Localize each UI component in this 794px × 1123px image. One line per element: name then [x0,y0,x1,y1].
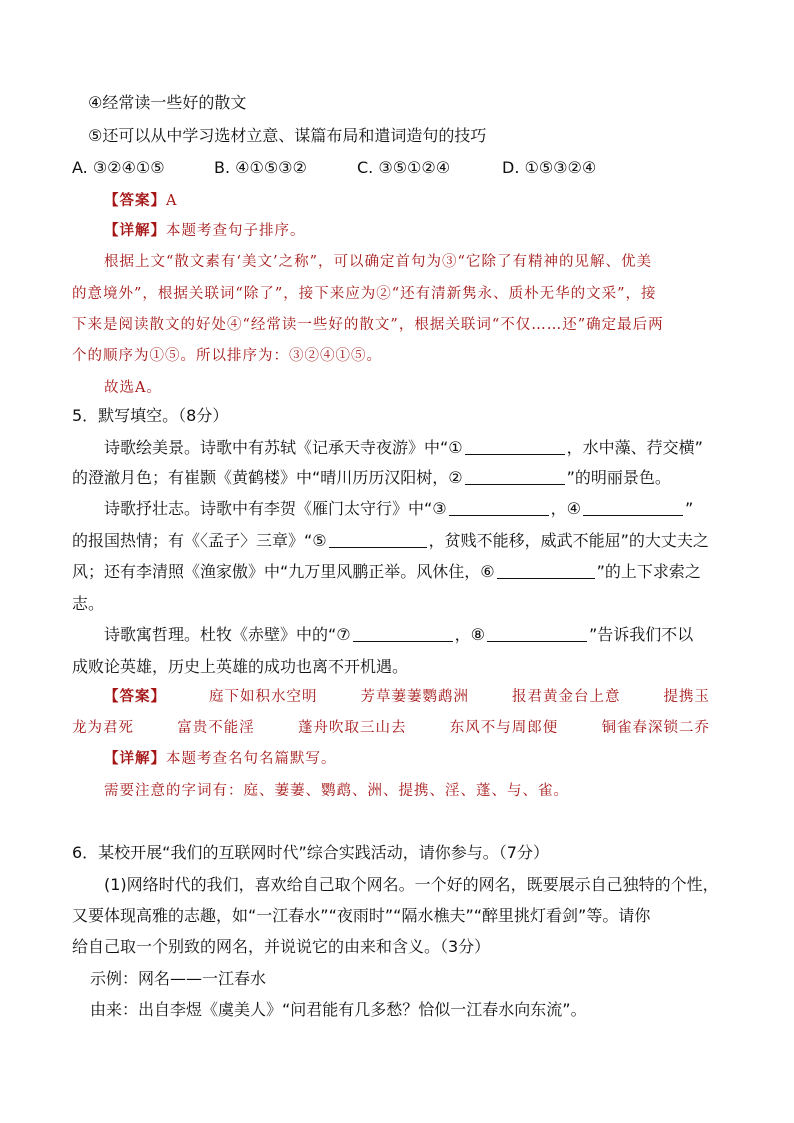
q5-explain-intro: 本题考查名句名篇默写。 [166,751,337,767]
option-4: ④经常读一些好的散文 [88,93,247,112]
choice-c: C. ③⑤①②④ [357,158,451,177]
q5-para2-line1: 诗歌抒壮志。诗歌中有李贺《雁门太守行》中“③ ，④ ” [104,499,694,518]
q5-para3-line2: 成败论英雄，历史上英雄的成功也离不开机遇。 [72,657,409,676]
q5-answer-5: 富贵不能淫 [177,720,255,736]
choice-a: A. ③②④①⑤ [72,158,165,177]
q6-example: 示例：网名——一江春水 [90,969,267,988]
blank-6[interactable] [497,563,595,579]
answer-value: A [166,193,178,209]
explain-intro: 本题考查句子排序。 [166,223,306,239]
q4-conclusion: 故选A。 [104,380,162,396]
option-5: ⑤还可以从中学习选材立意、谋篇布局和遣词造句的技巧 [88,126,487,145]
q5-answer-6: 蓬舟吹取三山去 [298,720,407,736]
blank-5[interactable] [329,532,427,548]
q5-explain-heading [104,748,337,770]
explain-tag: 【详解】 [104,222,166,239]
q6-sub1-line1: (1)网络时代的我们，喜欢给自己取个网名。一个好的网名，既要展示自己独特的个性， [104,875,719,894]
q4-explain-heading [104,220,306,242]
q5-answer-4a: 提携玉 [663,689,710,705]
q5-para2-line4: 志。 [72,594,105,613]
q5-answer-4b: 龙为君死 [72,720,134,736]
q5-para1-line2: 的澄澈月色；有崔颢《黄鹤楼》中“晴川历历汉阳树，② ”的明丽景色。 [72,468,671,487]
q5-answer-7: 东风不与周郎便 [449,720,559,736]
q5-answer-2: 芳草萋萋鹦鹉洲 [360,689,469,705]
answer-tag: 【答案】 [104,192,166,209]
choice-b: B. ④①⑤③② [214,158,307,177]
q5-answer-3: 报君黄金台上意 [512,689,621,705]
q5-para1-line1: 诗歌绘美景。诗歌中有苏轼《记承天寺夜游》中“① ，水中藻、荇交横” [104,438,703,457]
q5-title: 5．默写填空。（8分） [72,406,229,425]
q5-answer-1: 庭下如积水空明 [209,689,318,705]
q4-explain-line-2: 的意境外”，根据关联词“除了”，接下来应为②“还有清新隽永、质朴无华的文采”，接 [72,286,657,302]
q6-origin: 由来：出自李煜《虞美人》“问君能有几多愁？恰似一江春水向东流”。 [90,1000,587,1019]
q5-answer-8: 铜雀春深锁二乔 [601,720,710,736]
q5-para2-line3: 风；还有李清照《渔家傲》中“九万里风鹏正举。风休住，⑥ ”的上下求索之 [72,562,701,581]
blank-7[interactable] [353,626,453,642]
q4-explain-line-3: 下来是阅读散文的好处④“经常读一些好的散文”，根据关联词“不仅……还”确定最后两 [72,317,664,333]
q5-para3-line1: 诗歌寓哲理。杜牧《赤壁》中的“⑦ ，⑧ ”告诉我们不以 [104,625,694,644]
choice-d: D. ①⑤③②④ [502,158,597,177]
q5-answer-row2 [72,717,710,739]
q4-answer [104,190,177,212]
q6-title: 6．某校开展“我们的互联网时代”综合实践活动，请你参与。（7分） [72,843,549,862]
blank-2[interactable] [465,469,565,485]
q5-explain-tag: 【详解】 [104,750,166,767]
q5-note: 需要注意的字词有：庭、萋萋、鹦鹉、洲、提携、淫、蓬、与、雀。 [104,783,569,799]
q6-sub1-line2: 又要体现高雅的志趣，如“一江春水”“夜雨时”“隔水樵夫”“醉里挑灯看剑”等。请你 [72,906,651,925]
q6-sub1-line3: 给自己取一个别致的网名，并说说它的由来和含义。（3分） [72,937,491,956]
blank-8[interactable] [487,626,587,642]
blank-3[interactable] [449,500,549,516]
q5-answer-row1 [104,686,710,708]
q5-answer-tag: 【答案】 [104,688,166,705]
q4-explain-line-4: 个的顺序为①⑤。所以排序为：③②④①⑤。 [72,348,382,364]
blank-4[interactable] [583,500,683,516]
q4-explain-line-1: 根据上文“散文素有‘美文’之称”，可以确定首句为③“它除了有精神的见解、优美 [104,254,652,270]
q5-para2-line2: 的报国热情；有《〈孟子〉三章》“⑤ ，贫贱不能移，威武不能屈”的大丈夫之 [72,531,709,550]
blank-1[interactable] [465,439,565,455]
